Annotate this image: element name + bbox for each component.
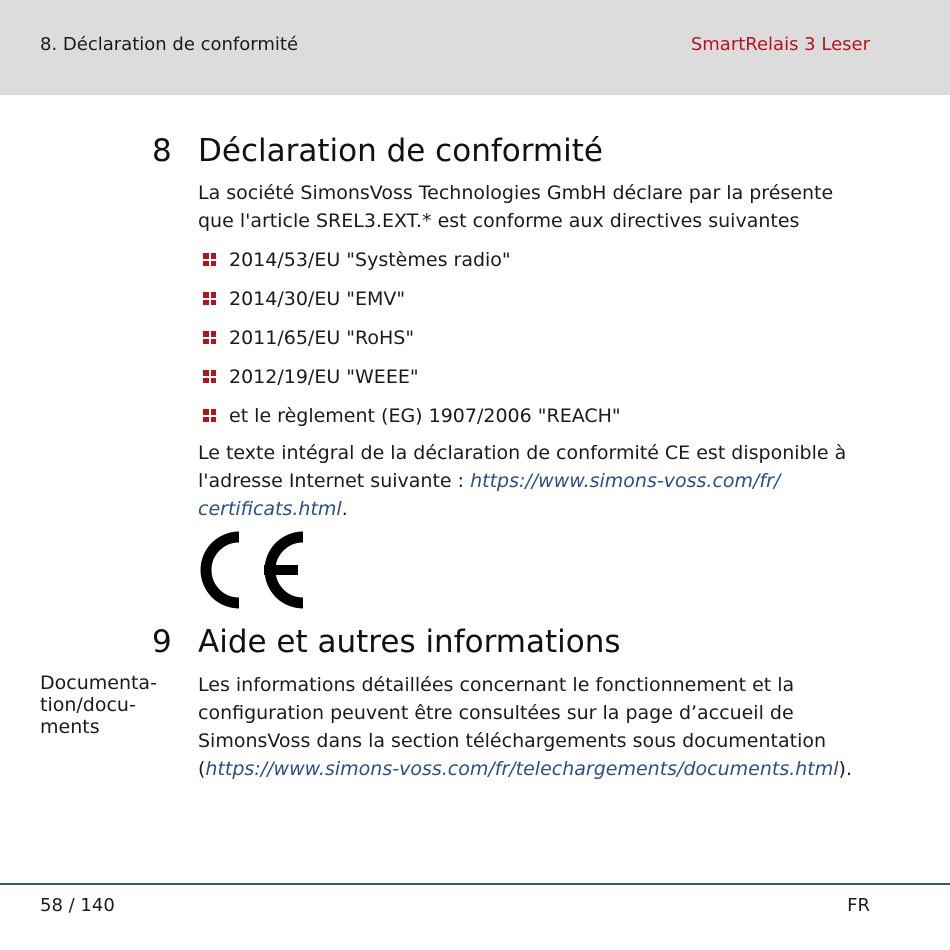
margin-note-line-3: ments <box>40 716 100 738</box>
red-square-bullet-icon <box>203 253 216 266</box>
full-text-line-1: Le texte intégral de la déclaration de conformité CE est disponible à <box>198 442 847 464</box>
section-8-title: Déclaration de conformité <box>198 133 603 169</box>
footer-divider <box>0 883 950 885</box>
margin-note-documentation <box>40 672 170 738</box>
red-square-bullet-icon <box>203 292 216 305</box>
directive-text: 2014/53/EU "Systèmes radio" <box>229 249 511 271</box>
full-text-suffix: . <box>341 498 348 520</box>
certificates-link-part-2[interactable]: certificats.html <box>198 498 342 520</box>
directive-text: 2014/30/EU "EMV" <box>229 288 406 310</box>
directive-text: 2011/65/EU "RoHS" <box>229 327 415 349</box>
margin-note-line-2: tion/docu- <box>40 694 136 716</box>
help-open-paren: ( <box>198 758 206 780</box>
help-line-1: Les informations détaillées concernant le fonctionnement et la <box>198 674 795 696</box>
section-9-heading <box>152 624 621 660</box>
section-8-number: 8 <box>152 133 172 169</box>
header-product-name: SmartRelais 3 Leser <box>690 34 870 55</box>
certificates-link-part-1[interactable]: https://www.simons-voss.com/fr/ <box>470 470 781 492</box>
red-square-bullet-icon <box>203 370 216 383</box>
list-item <box>198 285 621 324</box>
list-item <box>198 402 621 441</box>
full-declaration-text <box>198 439 898 523</box>
documentation-link[interactable]: https://www.simons-voss.com/fr/telechargements/documents.html <box>205 758 839 780</box>
page-number: 58 / 140 <box>40 895 115 916</box>
ce-mark-icon <box>198 530 308 610</box>
help-close-paren: ). <box>838 758 852 780</box>
intro-line-1: La société SimonsVoss Technologies GmbH déclare par la présente <box>198 182 834 204</box>
red-square-bullet-icon <box>203 331 216 344</box>
directive-text: et le règlement (EG) 1907/2006 "REACH" <box>229 405 621 427</box>
help-text <box>198 671 898 783</box>
red-square-bullet-icon <box>203 409 216 422</box>
help-line-3: SimonsVoss dans la section téléchargements sous documentation <box>198 730 827 752</box>
section-8-heading <box>152 133 603 169</box>
intro-line-2: que l'article SREL3.EXT.* est conforme aux directives suivantes <box>198 210 800 232</box>
page-header <box>0 0 950 95</box>
directives-list <box>198 246 621 441</box>
full-text-line-2-prefix: l'adresse Internet suivante : <box>198 470 471 492</box>
section-9-number: 9 <box>152 624 172 660</box>
list-item <box>198 324 621 363</box>
language-code: FR <box>847 895 870 916</box>
directive-text: 2012/19/EU "WEEE" <box>229 366 419 388</box>
margin-note-line-1: Documenta- <box>40 672 157 694</box>
header-section-title: 8. Déclaration de conformité <box>40 34 299 55</box>
list-item <box>198 363 621 402</box>
section-9-title: Aide et autres informations <box>198 624 621 660</box>
declaration-intro <box>198 179 898 235</box>
list-item <box>198 246 621 285</box>
help-line-2: configuration peuvent être consultées sur la page d’accueil de <box>198 702 794 724</box>
